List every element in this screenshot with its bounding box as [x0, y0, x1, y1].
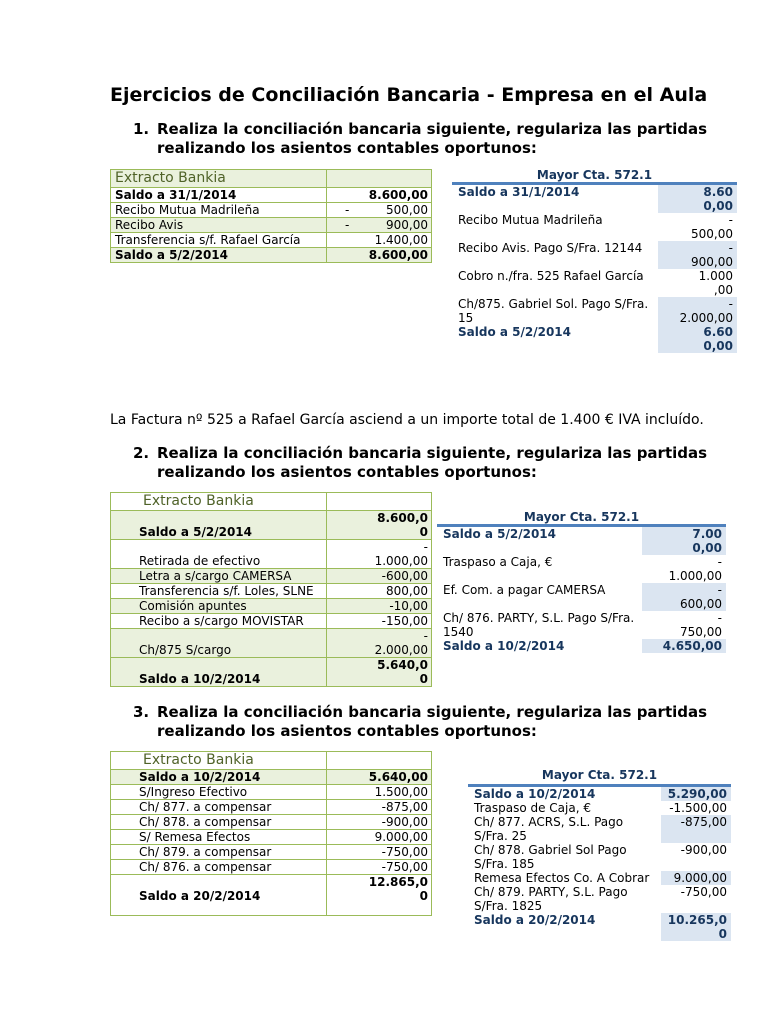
row-value-part1: - [728, 241, 733, 255]
row-sign: - [345, 203, 350, 217]
row-label: Saldo a 31/1/2014 [111, 188, 327, 202]
table-row [468, 815, 731, 843]
exercise-text-line2: realizando los asientos contables oportunos: [157, 722, 537, 740]
row-label: Ch/875 S/cargo [111, 629, 327, 657]
row-label: Recibo Avis [111, 218, 327, 232]
row-label-cont: 1540 [443, 625, 474, 639]
bankia-header: Extracto Bankia [111, 752, 327, 769]
table-row [111, 598, 431, 613]
table-row [111, 799, 431, 814]
table-row [111, 784, 431, 799]
row-value: 1.500,00 [374, 785, 428, 799]
row-label: Ch/ 877. a compensar [111, 800, 327, 814]
row-label: Saldo a 10/2/2014 [474, 787, 596, 801]
row-value-part1: - [717, 611, 722, 625]
row-label: Recibo Avis. Pago S/Fra. 12144 [458, 241, 643, 255]
row-value-part1: 6.60 [703, 325, 733, 339]
row-value: -875,00 [381, 800, 428, 814]
exercise-text-line1: Realiza la conciliación bancaria siguiente, regulariza las partidas [157, 444, 708, 462]
table-row [111, 568, 431, 583]
row-label: Saldo a 20/2/2014 [111, 875, 327, 915]
row-label-cont: S/Fra. 1825 [474, 899, 543, 913]
table-row [111, 844, 431, 859]
row-value-part1: 5.640,0 [377, 658, 428, 672]
table-row [111, 539, 431, 568]
table-row [111, 232, 431, 247]
table-row [111, 752, 431, 769]
row-value: 900,00 [386, 218, 428, 232]
table-row [452, 297, 737, 325]
table-row [111, 510, 431, 539]
row-label: Ch/ 876. PARTY, S.L. Pago S/Fra. [443, 611, 635, 625]
row-value: -600,00 [381, 569, 428, 583]
table-row [468, 787, 731, 801]
mayor-caption: Mayor Cta. 572.1 [536, 168, 653, 182]
row-value-part2: 2.000,00 [374, 643, 428, 657]
row-value-part1: 7.00 [692, 527, 722, 541]
row-label: Saldo a 20/2/2014 [474, 913, 596, 927]
row-value-part1: - [423, 629, 428, 643]
exercise-text-line1: Realiza la conciliación bancaria siguiente, regulariza las partidas [157, 703, 708, 721]
row-label: Recibo Mutua Madrileña [458, 213, 603, 227]
row-value-part2: 0 [419, 672, 428, 686]
mayor-caption: Mayor Cta. 572.1 [523, 510, 640, 524]
exercise-number: 1. [133, 120, 150, 138]
row-label: Traspaso a Caja, € [443, 555, 553, 569]
table-row [111, 814, 431, 829]
row-value-part2: 750,00 [680, 625, 722, 639]
row-value-part2: 2.000,00 [679, 311, 733, 325]
row-value-part2: 0,00 [703, 339, 733, 353]
row-label-cont: S/Fra. 185 [474, 857, 535, 871]
row-value: 1.400,00 [374, 233, 428, 247]
row-value-part2: 900,00 [691, 255, 733, 269]
table-row [111, 493, 431, 510]
table-row [111, 247, 431, 262]
row-value-part1: 1.000 [698, 269, 733, 283]
row-value: -875,00 [661, 815, 731, 843]
row-value: -150,00 [381, 614, 428, 628]
table-row [111, 628, 431, 657]
table-row [468, 913, 731, 941]
row-value-part2: 500,00 [691, 227, 733, 241]
row-value: -10,00 [389, 599, 428, 613]
exercise-number: 2. [133, 444, 150, 462]
invoice-note: La Factura nº 525 a Rafael García asciend a un importe total de 1.400 € IVA incluído. [110, 412, 704, 428]
row-label: Cobro n./fra. 525 Rafael García [458, 269, 644, 283]
row-label: Letra a s/cargo CAMERSA [111, 569, 327, 583]
page-title: Ejercicios de Conciliación Bancaria - Empresa en el Aula [110, 84, 708, 106]
row-label-cont: S/Fra. 25 [474, 829, 527, 843]
row-value-part2: 0,00 [703, 199, 733, 213]
table-row [468, 885, 731, 913]
row-value-part2: 1.000,00 [374, 554, 428, 568]
row-value: 4.650,00 [642, 639, 726, 653]
row-label: S/Ingreso Efectivo [111, 785, 327, 799]
row-value: -900,00 [381, 815, 428, 829]
row-label: Saldo a 5/2/2014 [111, 511, 327, 539]
table-row [111, 202, 431, 217]
row-value-part1: 8.60 [703, 185, 733, 199]
exercise-number: 3. [133, 703, 150, 721]
bankia-table-3 [110, 751, 432, 916]
row-label: Traspaso de Caja, € [474, 801, 591, 815]
row-label: Saldo a 5/2/2014 [443, 527, 557, 541]
table-row [437, 527, 726, 555]
row-value: 500,00 [386, 203, 428, 217]
table-row [111, 170, 431, 187]
table-row [111, 217, 431, 232]
row-label: Retirada de efectivo [111, 540, 327, 568]
row-value-part2: 0 [419, 525, 428, 539]
table-row [111, 187, 431, 202]
row-value-part2: 0 [718, 927, 727, 941]
bankia-header: Extracto Bankia [111, 493, 327, 510]
row-value: -750,00 [661, 885, 731, 913]
row-value-part1: - [717, 583, 722, 597]
table-row [111, 613, 431, 628]
table-row [437, 583, 726, 611]
mayor-table-2 [437, 524, 726, 653]
row-value-part2: ,00 [713, 283, 733, 297]
table-row [111, 859, 431, 874]
row-value-part1: 10.265,0 [667, 913, 727, 927]
row-value: -900,00 [661, 843, 731, 871]
row-label: Transferencia s/f. Rafael García [111, 233, 327, 247]
row-value-part1: - [728, 213, 733, 227]
row-label: Comisión apuntes [111, 599, 327, 613]
mayor-table-1 [452, 182, 737, 353]
row-label: Recibo a s/cargo MOVISTAR [111, 614, 327, 628]
row-value-part1: 12.865,0 [368, 875, 428, 889]
row-value: -1.500,00 [661, 801, 731, 815]
table-row [468, 843, 731, 871]
mayor-caption: Mayor Cta. 572.1 [541, 768, 658, 782]
row-label: S/ Remesa Efectos [111, 830, 327, 844]
exercise-text-line2: realizando los asientos contables oportunos: [157, 139, 537, 157]
bankia-table-1 [110, 169, 432, 263]
row-value: 8.600,00 [368, 248, 428, 262]
row-label: Transferencia s/f. Loles, SLNE [111, 584, 327, 598]
row-label: Remesa Efectos Co. A Cobrar [474, 871, 650, 885]
table-row [452, 185, 737, 213]
row-value: 5.640,00 [368, 770, 428, 784]
row-value: 9.000,00 [374, 830, 428, 844]
row-value-part1: - [423, 540, 428, 554]
row-label-cont: 15 [458, 311, 474, 325]
table-row [452, 269, 737, 297]
row-label: Ch/ 879. PARTY, S.L. Pago [474, 885, 628, 899]
row-value: 5.290,00 [661, 787, 731, 801]
row-label: Saldo a 5/2/2014 [111, 248, 327, 262]
exercise-text-line2: realizando los asientos contables oportunos: [157, 463, 537, 481]
table-row [452, 325, 737, 353]
row-sign: - [345, 218, 350, 232]
table-row [452, 213, 737, 241]
row-value: 800,00 [386, 584, 428, 598]
table-row [468, 801, 731, 815]
bankia-table-2 [110, 492, 432, 687]
row-label: Ch/ 878. Gabriel Sol Pago [474, 843, 627, 857]
row-value: -750,00 [381, 845, 428, 859]
row-label: Saldo a 31/1/2014 [458, 185, 580, 199]
row-value: -750,00 [381, 860, 428, 874]
row-label: Recibo Mutua Madrileña [111, 203, 327, 217]
table-row [437, 555, 726, 583]
row-label: Saldo a 10/2/2014 [111, 770, 327, 784]
row-value-part1: 8.600,0 [377, 511, 428, 525]
row-value: 8.600,00 [368, 188, 428, 202]
row-label: Ch/ 879. a compensar [111, 845, 327, 859]
row-label: Saldo a 5/2/2014 [458, 325, 572, 339]
table-row [437, 611, 726, 639]
table-row [452, 241, 737, 269]
table-row [111, 874, 431, 915]
table-row [111, 829, 431, 844]
row-value-part1: - [717, 555, 722, 569]
table-row [111, 583, 431, 598]
row-label: Ch/875. Gabriel Sol. Pago S/Fra. [458, 297, 649, 311]
row-label: Saldo a 10/2/2014 [443, 639, 565, 653]
row-label: Ch/ 878. a compensar [111, 815, 327, 829]
mayor-table-3 [468, 784, 731, 941]
bankia-header: Extracto Bankia [111, 170, 327, 187]
exercise-text-line1: Realiza la conciliación bancaria siguiente, regulariza las partidas [157, 120, 708, 138]
row-value-part2: 600,00 [680, 597, 722, 611]
table-row [437, 639, 726, 653]
table-row [111, 769, 431, 784]
row-value-part2: 0,00 [692, 541, 722, 555]
table-row [468, 871, 731, 885]
row-label: Ch/ 877. ACRS, S.L. Pago [474, 815, 624, 829]
row-value: 9.000,00 [661, 871, 731, 885]
row-value-part2: 0 [419, 889, 428, 903]
row-value-part2: 1.000,00 [668, 569, 722, 583]
row-label: Saldo a 10/2/2014 [111, 658, 327, 686]
row-label: Ef. Com. a pagar CAMERSA [443, 583, 606, 597]
table-row [111, 657, 431, 686]
row-value-part1: - [728, 297, 733, 311]
row-label: Ch/ 876. a compensar [111, 860, 327, 874]
